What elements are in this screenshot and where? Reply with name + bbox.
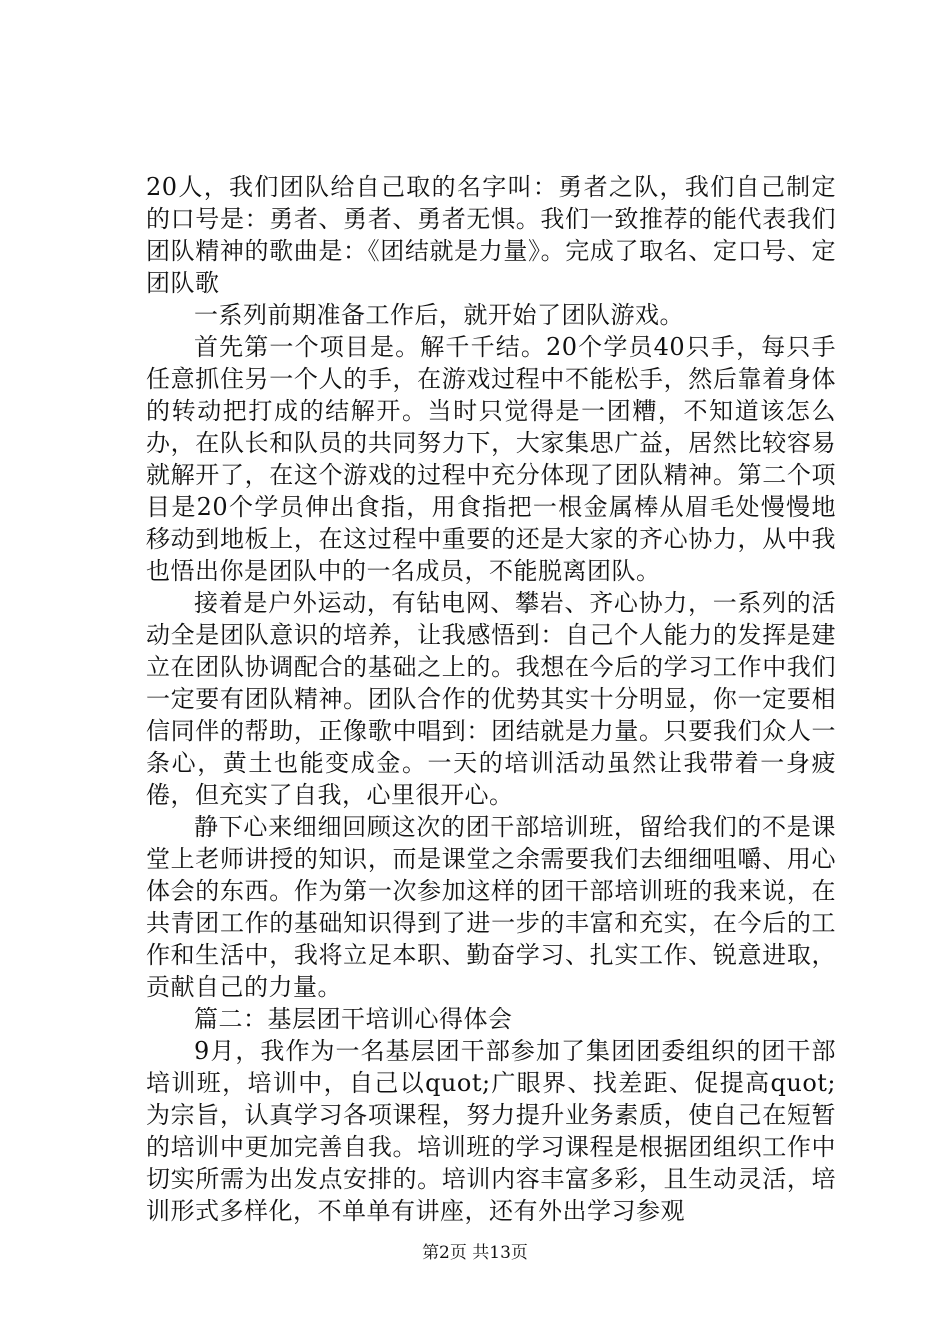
paragraph-3: 首先第一个项目是。解千千结。20个学员40只手，每只手任意抓住另一个人的手，在游戏过程中不能松手，然后靠着身体的转动把打成的结解开。当时只觉得是一团糟，不知道该怎么办，在队长和队员的共同努力下，大家集思广益，居然比较容易就解开了，在这个游戏的过程中充分体现了团队精神。第二个项目是20个学员伸出食指，用食指把一根金属棒从眉毛处慢慢地移动到地板上，在这过程中重要的还是大家的齐心协力，从中我也悟出你是团队中的一名成员，不能脱离团队。 bbox=[146, 333, 836, 585]
paragraph-4: 接着是户外运动，有钻电网、攀岩、齐心协力，一系列的活动全是团队意识的培养，让我感悟到：自己个人能力的发挥是建立在团队协调配合的基础之上的。我想在今后的学习工作中我们一定要有团队精神。团队合作的优势其实十分明显，你一定要相信同伴的帮助，正像歌中唱到：团结就是力量。只要我们众人一条心，黄土也能变成金。一天的培训活动虽然让我带着一身疲倦，但充实了自我，心里很开心。 bbox=[146, 589, 836, 809]
paragraph-5: 静下心来细细回顾这次的团干部培训班，留给我们的不是课堂上老师讲授的知识，而是课堂之余需要我们去细细咀嚼、用心体会的东西。作为第一次参加这样的团干部培训班的我来说，在共青团工作的基础知识得到了进一步的丰富和充实，在今后的工作和生活中，我将立足本职、勤奋学习、扎实工作、锐意进取，贡献自己的力量。 bbox=[146, 813, 836, 1001]
page-footer: 第2页 共13页 bbox=[422, 1243, 528, 1263]
paragraph-1: 20人，我们团队给自己取的名字叫：勇者之队，我们自己制定的口号是：勇者、勇者、勇者无惧。我们一致推荐的能代表我们团队精神的歌曲是：《团结就是力量》。完成了取名、定口号、定团队歌 bbox=[146, 173, 836, 297]
paragraph-2: 一系列前期准备工作后，就开始了团队游戏。 bbox=[194, 301, 684, 329]
paragraph-6: 9月，我作为一名基层团干部参加了集团团委组织的团干部培训班，培训中，自己以quot;广眼界、找差距、促提高quot;为宗旨，认真学习各项课程，努力提升业务素质，使自己在短暂的培训中更加完善自我。培训班的学习课程是根据团组织工作中切实所需为出发点安排的。培训内容丰富多彩，且生动灵活，培训形式多样化，不单单有讲座，还有外出学习参观 bbox=[146, 1037, 836, 1225]
document-body bbox=[146, 171, 836, 1227]
section-heading: 篇二：基层团干培训心得体会 bbox=[194, 1005, 513, 1033]
